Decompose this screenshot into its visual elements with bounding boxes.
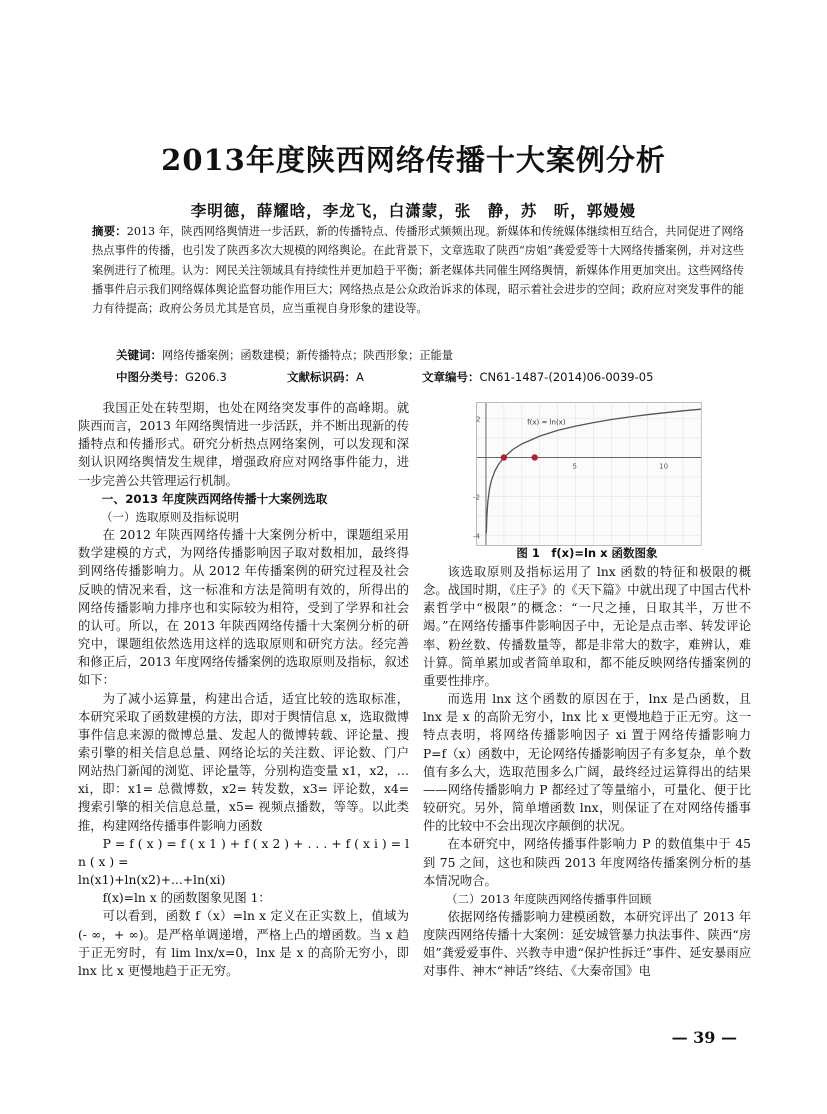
clc-number: 中图分类号：G206.3 [116,370,227,384]
figure-caption: 图 1 f(x)=ln x 函数图象 [516,546,658,560]
body-paragraph: 该选取原则及指标运用了 lnx 函数的特征和极限的概念。战国时期，《庄子》的《天下篇》中就出现了中国古代朴素哲学中“极限”的概念：“一尺之捶，日取其半，万世不竭。”在网络传播事件影响因子中，无论是点击率、转发评论率、粉丝数、传播数量等，都是非常大的数字，难辨认，难计算。简单累加或者简单取和，都不能反映网络传播案例的重要性排序。 [423,565,751,688]
x-tick-label-5: 5 [572,462,578,471]
body-paragraph: 为了减小运算量，构建出合适，适宜比较的选取标准，本研究采取了函数建模的方法，即对于舆情信息 x，选取微博事件信息来源的微博总量、发起人的微博转载、评论量、搜索引擎的相关信息总量、网络论坛的关注数、评论数、门户网站热门新闻的浏览、评论量等，分别构造变量 x1，x2，…xi，即：x1= 总微博数，x2= 转发数，x3= 评论数，x4= 搜索引擎的相关信息总量，x5= 视频点播数，等等。以此类推，构建网络传播事件影响力函数 [78,691,409,833]
body-paragraph: 在 2012 年陕西网络传播十大案例分析中，课题组采用数学建模的方式，为网络传播影响因子取对数相加，最终得到网络传播影响力。从 2012 年传播案例的研究过程及社会反映的情况来看，这一标准和方法是简明有效的，所得出的网络传播影响力排序也和实际较为相符，受到了学界和社会的认可。所以，在 2013 年陕西网络传播十大案例分析的研究中，课题组依然选用这样的选取原则和研究方法。经完善和修正后，2013 年度网络传播案例的选取原则及指标，叙述如下： [78,528,409,688]
abstract [92,222,744,318]
intro-paragraph: 我国正处在转型期，也处在网络突发事件的高峰期。就陕西而言，2013 年网络舆情进一步活跃，并不断出现新的传播特点和传播形式。研究分析热点网络案例，可以发现和深刻认识网络舆情发生规律，增强政府应对网络事件能力，进一步完善公共管理运行机制。 [78,401,409,488]
body-paragraph: 可以看到，函数 f（x）=ln x 定义在正实数上，值域为 (- ∞，+ ∞)。是严格单调递增，严格上凸的增函数。当 x 趋于正无穷时，有 lim lnx/x=0，lnx 是 x 的高阶无穷小，即 lnx 比 x 更慢地趋于正无穷。 [78,909,409,978]
right-column [423,563,751,981]
formula-line: P = f ( x ) = f ( x 1 ) + f ( x 2 ) + . . . + f ( x i ) = l n ( x ) = [78,836,409,869]
author-list: 李明德，薛耀晗，李龙飞，白潇蒙，张 静，苏 昕，郭嫚嫚 [190,201,637,220]
body-paragraph: 在本研究中，网络传播事件影响力 P 的数值集中于 45 到 75 之间，这也和陕西 2013 年度网络传播案例分析的基本情况吻合。 [423,837,751,888]
section-heading-1: 一、2013 年度陕西网络传播十大案例选取 [101,491,328,506]
y-tick-label-neg2: -2 [472,493,480,502]
x-tick-label-10: 10 [659,462,669,471]
keywords-label: 关键词： [116,348,162,362]
abstract-text: 2013 年，陕西网络舆情进一步活跃，新的传播特点、传播形式频频出现。新媒体和传统媒体继续相互结合，共同促进了网络热点事件的传播，也引发了陕西多次大规模的网络舆论。在此背景下，文章选取了陕西“房姐”龚爱爱等十大网络传播案例，并对这些案例进行了梳理。认为：网民关注领域具有持续性并更加趋于平衡；新老媒体共同催生网络舆情，新媒体作用更加突出。这些网络传播事件启示我们网络媒体舆论监督功能作用巨大；网络热点是公众政治诉求的体现，昭示着社会进步的空间；政府应对突发事件的能力有待提高；政府公务员尤其是官员，应当重视自身形象的建设等。 [92,225,744,316]
subsection-heading-2: （二）2013 年度陕西网络传播事件回顾 [446,891,652,906]
body-paragraph: 而选用 lnx 这个函数的原因在于，lnx 是凸函数，且 lnx 是 x 的高阶无穷小，lnx 比 x 更慢地趋于正无穷。这一特点表明，将网络传播影响因子 xi 置于网络传播影响力 P=f（x）函数中，无论网络传播影响因子有多复杂，单个数值有多么大，选取范围多么广阔，最终经过运算得出的结果——网络传播影响力 P 都经过了等量缩小，可量化、便于比较研究。另外，简单增函数 lnx，则保证了在对网络传播事件的比较中不会出现次序颠倒的状况。 [423,692,751,834]
classification-row [116,369,756,387]
abstract-label: 摘要： [92,224,127,238]
figure-reference: f(x)=ln x 的函数图象见图 1： [102,891,271,906]
article-title: 2013年度陕西网络传播十大案例分析 [161,143,666,177]
y-tick-label-neg4: -4 [472,532,480,541]
keywords [116,346,744,365]
data-point [532,454,538,460]
page-number: — 39 — [671,1028,737,1047]
formula-line-continued: ln(x1)+ln(x2)+...+ln(xi) [78,873,226,888]
article-number: 文章编号：CN61-1487-(2014)06-0039-05 [422,370,654,384]
body-paragraph: 依据网络传播影响力建模函数，本研究评出了 2013 年度陕西网络传播十大案例：延安城管暴力执法事件、陕西“房姐”龚爱爱事件、兴教寺申遗“保护性拆迁”事件、延安暴雨应对事件、神木“神话”终结、《大秦帝国》电 [423,909,751,979]
left-column [78,399,409,980]
data-point [501,454,507,460]
keywords-text: 网络传播案例；函数建模；新传播特点；陕西形象；正能量 [162,349,453,362]
y-tick-label-2: 2 [475,415,481,424]
ln-chart [472,403,701,545]
figure-ln-graph [472,402,702,546]
subsection-heading-1: （一）选取原则及指标说明 [101,509,239,524]
document-code: 文献标识码：A [287,370,364,384]
function-label: f(x) = ln(x) [527,418,566,427]
